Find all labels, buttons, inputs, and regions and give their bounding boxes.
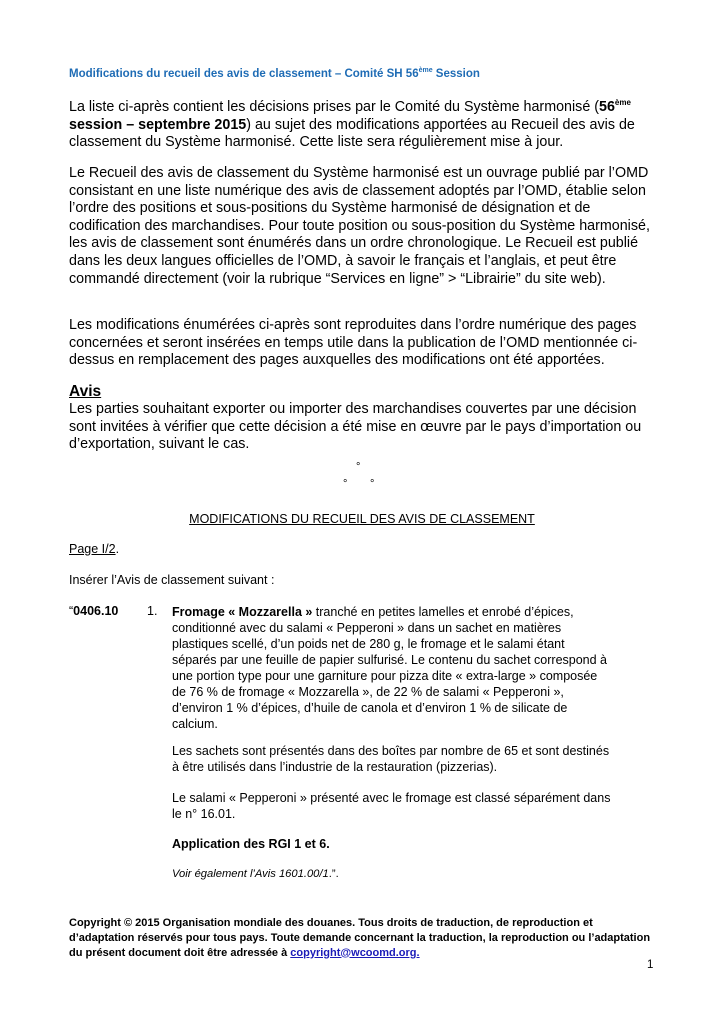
copyright-text: Copyright © 2015 Organisation mondiale des douanes. Tous droits de traduction, de reproduction et d’adaptation réservés pour tous pays. Toute demande concernant la traduction, la reproduction ou l’adaptation du présent document doit être adressée à — [69, 917, 651, 959]
session-num: 56 — [599, 99, 615, 115]
header-title — [69, 67, 480, 80]
intro-p1-text: La liste ci-après contient les décisions prises par le Comité du Système harmonisé ( — [69, 99, 600, 115]
entry-open-quote: “ — [69, 604, 74, 618]
entry-application: Application des RGI 1 et 6. — [172, 837, 330, 851]
avis-paragraph: Les parties souhaitant exporter ou importer des marchandises couvertes par une décision sont invitées à vérifier que cette décision a été mise en œuvre par le pays d’importation ou d’exportation, suivant le cas. — [69, 401, 642, 453]
intro-paragraph-1 — [69, 99, 659, 152]
entry-description — [172, 604, 612, 732]
header-title-suffix: Session — [432, 68, 480, 80]
header-title-superscript: ème — [418, 67, 433, 74]
entry-number: 1. — [147, 604, 158, 618]
separator-degree-left: ° — [343, 478, 348, 490]
see-also-text: Voir également l’Avis 1601.00/1 — [172, 868, 329, 880]
intro-paragraph-2: Le Recueil des avis de classement du Système harmonisé est un ouvrage publié par l’OMD consistant en une liste numérique des avis de classement adoptés par l’OMD, établie selon l’ordre des positions et sous-positions du Système harmonisé de désignation et de codification des marchandises. Pour toute position ou sous-position du Système harmonisé, les avis de classement sont énumérés dans un ordre chronologique. Le Recueil est publié dans les deux langues officielles de l’OMD, à savoir le français et l’anglais, et peut être commandé directement (voir la rubrique “Services en ligne” > “Librairie” du site web). — [69, 165, 650, 287]
footer-copyright — [69, 916, 659, 960]
separator-degree-top: ° — [356, 461, 361, 473]
page-reference — [69, 542, 119, 556]
insert-instruction: Insérer l’Avis de classement suivant : — [69, 573, 275, 587]
separator-degree-right: ° — [370, 478, 375, 490]
see-also-end: .”. — [328, 868, 339, 880]
heading-code: 0406.10 — [73, 604, 119, 618]
header-title-text: Modifications du recueil des avis de classement – Comité SH 56 — [69, 68, 419, 80]
product-name: Fromage « Mozzarella » — [172, 605, 313, 619]
entry-salami-paragraph: Le salami « Pepperoni » présenté avec le fromage est classé séparément dans le n° 16.01. — [172, 791, 611, 821]
intro-p1-rest: ) au sujet des modifications apportées au Recueil des avis de classement du Système harmonisé. Cette liste sera régulièrement mise à jour. — [69, 116, 635, 151]
entry-packaging-paragraph: Les sachets sont présentés dans des boîtes par nombre de 65 et sont destinés à être utilisés dans l’industrie de la restauration (pizzerias). — [172, 744, 610, 774]
session-superscript: ème — [614, 98, 631, 107]
entry-see-also — [172, 866, 612, 882]
entry-heading-code — [69, 604, 118, 618]
intro-paragraph-3: Les modifications énumérées ci-après sont reproduites dans l’ordre numérique des pages concernées et seront insérées en temps utile dans la publication de l’OMD mentionnée ci-dessus en remplacement des pages auxquelles des modifications ont été apportées. — [69, 317, 638, 369]
page-reference-label: Page I/2 — [69, 542, 116, 556]
product-description: tranché en petites lamelles et enrobé d’épices, conditionné avec du salami « Pepperoni » dans un sachet en matières plastiques scellé, d’un poids net de 280 g, le fromage et le salami étant séparés par une feuille de papier sulfurisé. Le contenu du sachet correspond à une portion type pour une garniture pour pizza dite « extra-large » composée de 76 % de fromage « Mozzarella », de 22 % de salami « Pepperoni », d’environ 1 % d’épices, d’huile de canola et d’environ 1 % de silicate de calcium. — [172, 605, 608, 731]
session-date: session – septembre 2015 — [69, 116, 247, 133]
section-heading: MODIFICATIONS DU RECUEIL DES AVIS DE CLASSEMENT — [189, 512, 535, 526]
page-reference-period: . — [115, 542, 120, 556]
copyright-email-link[interactable]: copyright@wcoomd.org. — [290, 946, 420, 959]
page-number: 1 — [647, 959, 654, 971]
avis-heading: Avis — [69, 383, 102, 400]
